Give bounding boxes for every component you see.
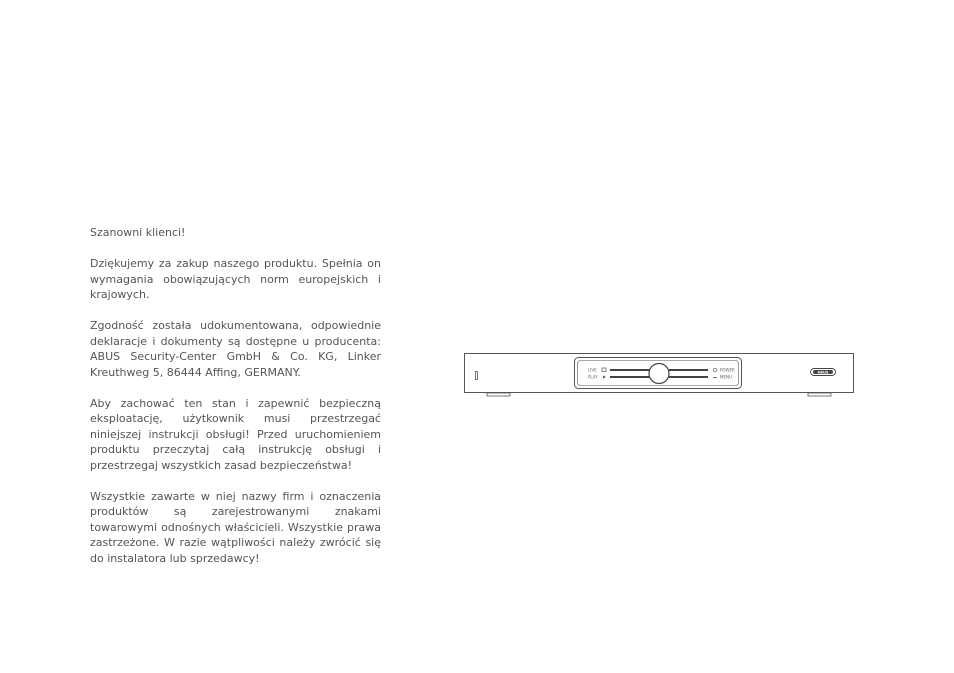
play-label: PLAY bbox=[588, 374, 598, 380]
jog-dial-icon bbox=[649, 364, 669, 384]
live-label: LIVE bbox=[588, 367, 597, 373]
paragraph-trademarks: Wszystkie zawarte w niej nazwy firm i oznaczenia produktów są zarejestrowanymi znakami towarowymi odnośnych właścicieli. Wszystkie prawa zastrzeżone. W razie wątpliwości należy zwrócić się do instalatora lub sprzedawcy! bbox=[90, 489, 381, 565]
recorder-illustration bbox=[464, 353, 854, 401]
device-foot-right bbox=[808, 393, 831, 396]
intro-text bbox=[90, 225, 381, 582]
recorder-drawing bbox=[464, 353, 854, 401]
power-label: POWER bbox=[720, 367, 735, 373]
paragraph-safety: Aby zachować ten stan i zapewnić bezpieczną eksploatację, użytkownik musi przestrzegać niniejszej instrukcji obsługi! Przed uruchomieniem produktu przeczytaj całą instrukcję obsługi i przestrzegaj wszystkich zasad bezpieczeństwa! bbox=[90, 396, 381, 472]
greeting: Szanowni klienci! bbox=[90, 226, 186, 239]
menu-label: MENU bbox=[720, 374, 732, 380]
device-foot-left bbox=[487, 393, 510, 396]
brand-logo: ABUS bbox=[817, 370, 829, 375]
paragraph-thanks: Dziękujemy za zakup naszego produktu. Spełnia on wymagania obowiązujących norm europejskich i krajowych. bbox=[90, 257, 381, 301]
paragraph-conformity: Zgodność została udokumentowana, odpowiednie deklaracje i dokumenty są dostępne u producenta: ABUS Security-Center GmbH & Co. KG, Linker Kreuthweg 5, 86444 Affing, GERMANY. bbox=[90, 319, 381, 379]
